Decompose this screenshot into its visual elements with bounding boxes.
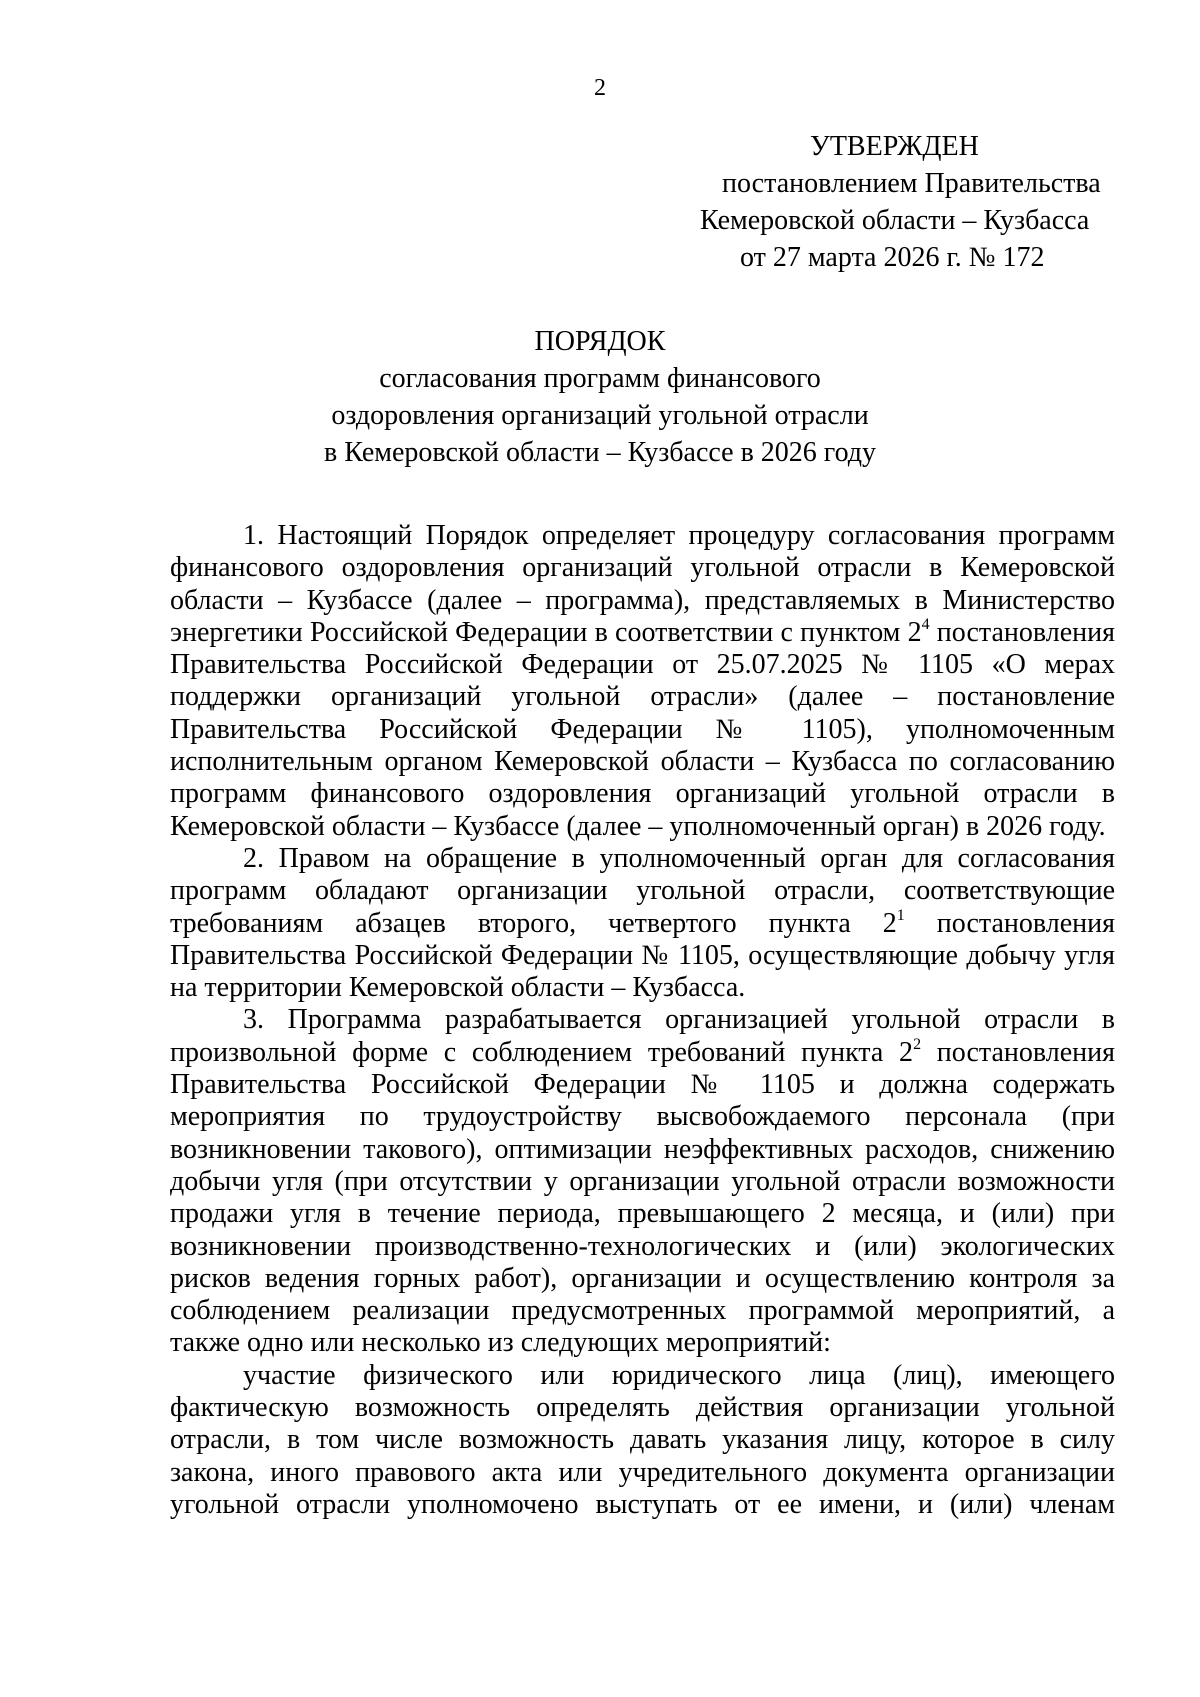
approval-date: от 27 марта 2026 г. № 172 <box>740 242 1045 273</box>
paragraph-3-text-b: постановления Правительства Российской Федерации № 1105 и должна содержать мероприятия по трудоустройству высвобождаемого персонала (при возникновении такового), оптимизации неэффективных расходов, снижению добычи угля (при отсутствии у организации угольной отрасли возможности продажи угля в течение периода, превышающего 2 месяца, и (или) при возникновении производственно-технологических и (или) экологических рисков ведения горных работ), организации и осуществлению контроля за соблюдением реализации предусмотренных программой мероприятий, а также одно или несколько из следующих мероприятий: <box>170 1036 1116 1359</box>
paragraph-3-text-a: 3. Программа разрабатывается организацией угольной отрасли в произвольной форме с соблюдением требований пункта 2 <box>170 1004 1115 1068</box>
approval-authority: постановлением Правительства <box>722 168 1101 199</box>
approval-stamp <box>700 128 1120 276</box>
title-line-3: в Кемеровской области – Кузбассе в 2026 году <box>323 437 877 468</box>
page-number: 2 <box>594 75 606 101</box>
approval-title: УТВЕРЖДЕН <box>810 131 979 162</box>
title-line-2: оздоровления организаций угольной отрасли <box>331 400 869 431</box>
superscript-2: 2 <box>913 1035 922 1053</box>
paragraph-1 <box>170 520 1115 843</box>
paragraph-2-text-b: постановления Правительства Российской Федерации № 1105, осуществляющие добычу угля на территории Кемеровской области – Кузбасса. <box>170 907 1115 1004</box>
document-title <box>0 323 1200 471</box>
title-line-1: согласования программ финансового <box>379 363 821 394</box>
paragraph-4: участие физического или юридического лица (лиц), имеющего фактическую возможность определять действия организации угольной отрасли, в том числе возможность давать указания лицу, которое в силу закона, иного правового акта или учредительного документа организации угольной отрасли уполномочено выступать от ее имени, и (или) членам <box>170 1359 1115 1520</box>
superscript-4: 4 <box>921 615 930 633</box>
document-body <box>170 520 1115 1521</box>
superscript-1: 1 <box>896 906 905 924</box>
paragraph-2 <box>170 843 1115 1004</box>
paragraph-1-text-c: постановления Правительства Российской Федерации <box>170 616 1115 681</box>
approval-region: Кемеровской области – Кузбасса <box>700 205 1090 236</box>
paragraph-1-text-a: 1. Настоящий Порядок определяет процедуру согласования программ финансового оздоровления организаций угольной отрасли в Кемеровской области – Кузбассе (далее – программа), представляемых в Министерство энергетики Российской Федерации в соответствии с <box>170 520 1115 648</box>
paragraph-1-text-d: от 25.07.2025 № 1105 «О мерах поддержки организаций угольной отрасли» (далее – постановление Правительства Российской Федерации № 1105), уполномоченным исполнительным органом Кемеровской области – Кузбасса по согласованию программ финансового оздоровления организаций угольной отрасли в Кемеровской области – Кузбассе (далее – уполномоченный орган) в 2026 году. <box>170 649 1116 842</box>
paragraph-1-text-b: пунктом 2 <box>800 616 922 648</box>
paragraph-3 <box>170 1004 1115 1359</box>
title-heading: ПОРЯДОК <box>534 326 666 357</box>
paragraph-2-text-a: 2. Правом на обращение в уполномоченный орган для согласования программ обладают организации угольной отрасли, соответствующие требованиям абзацев второго, четвертого пункта 2 <box>170 842 1115 939</box>
